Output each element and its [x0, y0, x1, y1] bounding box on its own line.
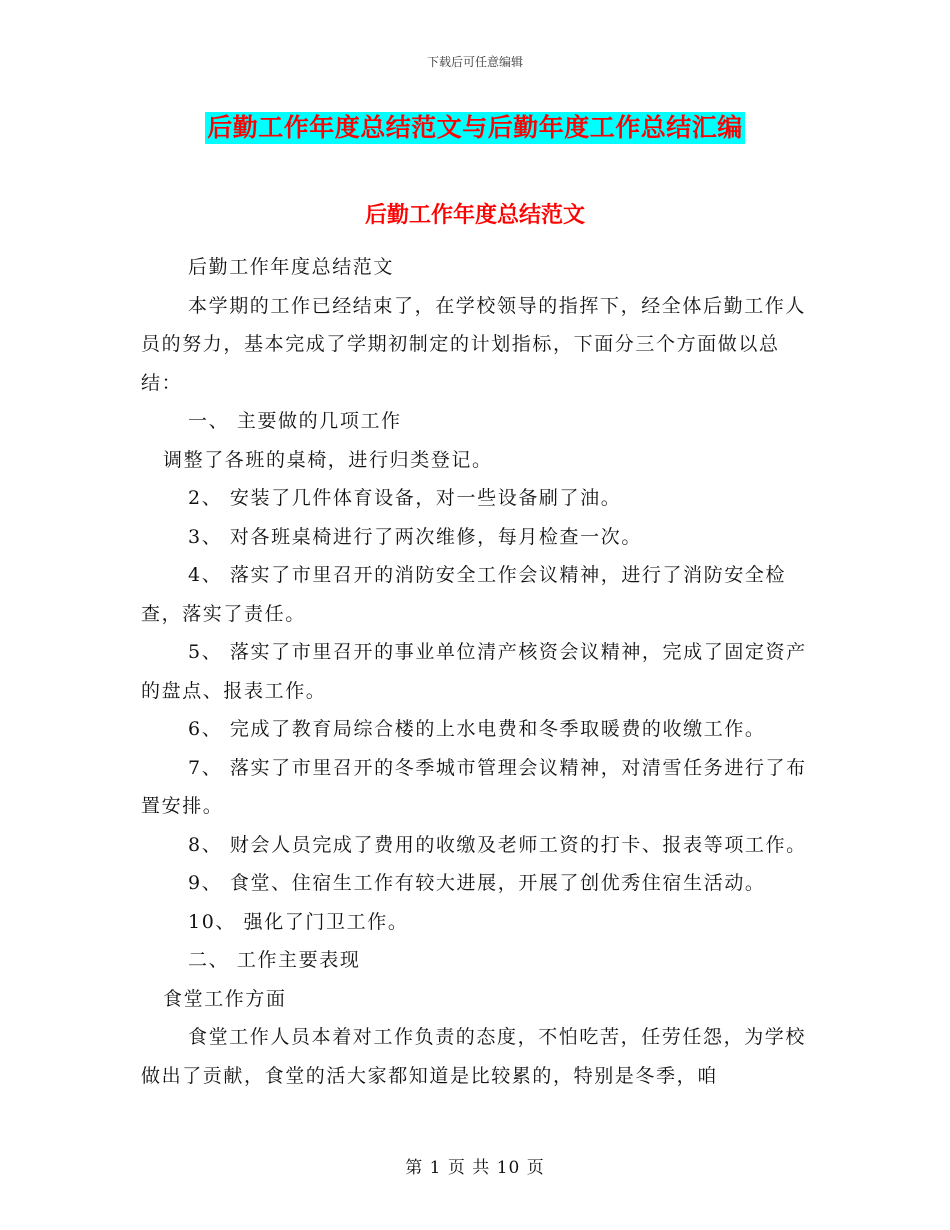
list-item: 9、 食堂、住宿生工作有较大进展，开展了创优秀住宿生活动。: [188, 872, 766, 894]
section-heading: 一、 主要做的几项工作: [188, 410, 402, 432]
list-item: 调整了各班的桌椅，进行归类登记。: [163, 448, 493, 471]
document-sub-title: 后勤工作年度总结范文: [364, 203, 585, 228]
section-heading: 二、 工作主要表现: [188, 949, 361, 971]
list-item: 2、 安装了几件体育设备，对一些设备刷了油。: [188, 487, 622, 509]
list-item: 5、 落实了市里召开的事业单位清产核资会议精神，完成了固定资产的盘点、报表工作。: [141, 641, 807, 702]
paragraph: 后勤工作年度总结范文: [188, 256, 395, 278]
main-title-container: [0, 112, 950, 144]
list-item: 4、 落实了市里召开的消防安全工作会议精神，进行了消防安全检查，落实了责任。: [141, 564, 787, 625]
list-item: 3、 对各班桌椅进行了两次维修，每月检查一次。: [188, 525, 642, 548]
page-number: 第 1 页 共 10 页: [405, 1158, 545, 1178]
paragraph: 本学期的工作已经结束了，在学校领导的指挥下，经全体后勤工作人员的努力，基本完成了学期初制定的计划指标，下面分三个方面做以总结：: [141, 294, 807, 394]
document-body: [141, 248, 811, 1095]
subsection-heading: 食堂工作方面: [163, 987, 287, 1010]
list-item: 8、 财会人员完成了费用的收缴及老师工资的打卡、报表等项工作。: [188, 833, 807, 856]
paragraph: 食堂工作人员本着对工作负责的态度，不怕吃苦，任劳任怨，为学校做出了贡献，食堂的活大家都知道是比较累的，特别是冬季，咱: [141, 1026, 807, 1087]
list-item: 10、 强化了门卫工作。: [188, 910, 409, 933]
list-item: 7、 落实了市里召开的冬季城市管理会议精神，对清雪任务进行了布置安排。: [141, 756, 807, 817]
list-item: 6、 完成了教育局综合楼的上水电费和冬季取暖费的收缴工作。: [188, 718, 766, 740]
document-main-title: 后勤工作年度总结范文与后勤年度工作总结汇编: [207, 113, 743, 142]
page-header-note: 下载后可任意编辑: [426, 55, 523, 69]
